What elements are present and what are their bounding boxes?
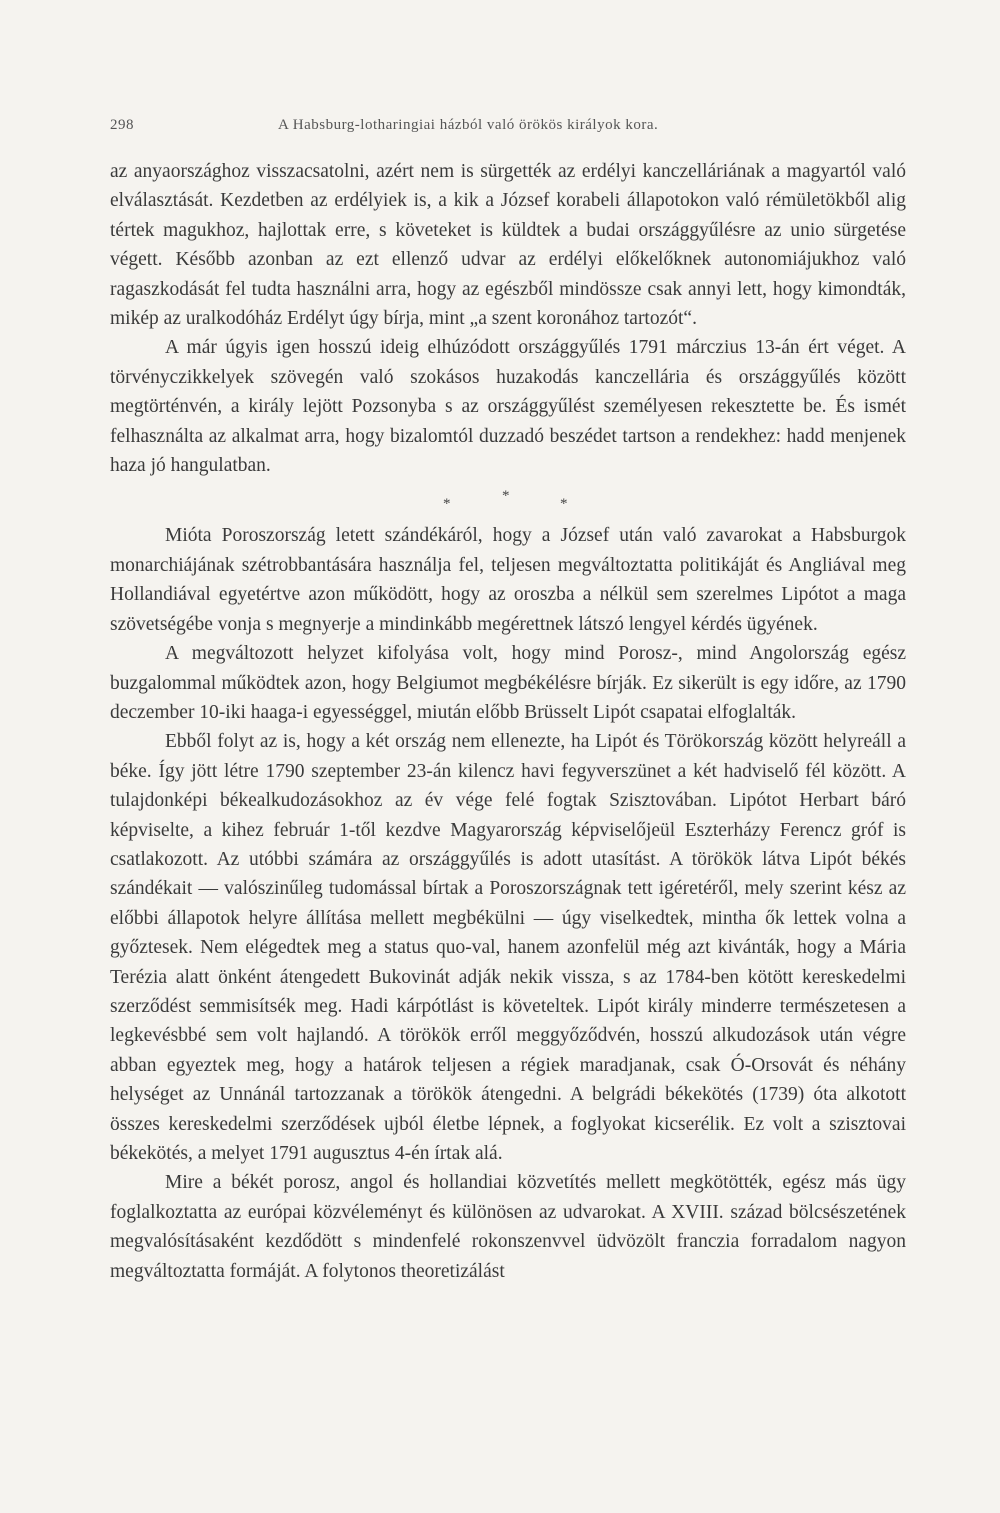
running-title: A Habsburg-lotharingiai házból való örökös királyok kora.: [278, 117, 659, 133]
asterisk-ornament: *: [502, 488, 510, 505]
page-header: [110, 117, 905, 139]
paragraph: A megváltozott helyzet kifolyása volt, hogy mind Porosz-, mind Angolország egész buzgalommal működtek azon, hogy Belgiumot megbékélésre bírják. Ez sikerült is egy időre, az 1790 deczember 10-iki haaga-i egyességgel, miután előbb Brüsselt Lipót csapatai elfoglalták.: [110, 643, 906, 723]
asterisk-ornament: *: [443, 496, 451, 513]
paragraph: Ebből folyt az is, hogy a két ország nem ellenezte, ha Lipót és Törökország között helyreáll a béke. Így jött létre 1790 szeptember 23-án kilencz havi fegyverszünet a két hadviselő fél között. A tulajdonképi békealkudozásokhoz az év vége felé fogtak Szisztovában. Lipótot Herbart báró képviselte, a kihez február 1-től kezdve Magyarország képviselőjeül Eszterházy Ferencz gróf is csatlakozott. Az utóbbi számára az országgyűlés is adott utasítást. A törökök látva Lipót békés szándékait — valószinűleg tudomással bírtak a Poroszországnak tett igéretéről, mely szerint kész az előbbi állapotok helyre állítása mellett megbékülni — úgy viselkedtek, mintha ők lettek volna a győztesek. Nem elégedtek meg a status quo-val, hanem azonfelül még azt kivánták, hogy a Mária Terézia alatt önként átengedett Bukovinát adják nekik vissza, s az 1784-ben kötött kereskedelmi szerződést semmisítsék meg. Hadi kárpótlást is követeltek. Lipót király minderre természetesen a legkevésbbé sem volt hajlandó. A törökök erről meggyőződvén, hosszú alkudozások után végre abban egyeztek meg, hogy a határok teljesen a régiek maradjanak, csak Ó-Orsovát és néhány helységet az Unnánál tartozzanak a törökök átengedni. A belgrádi békekötés (1739) óta alkotott összes kereskedelmi szerződések ujból életbe lépnek, a foglyokat kicserélik. Ez volt a szisztovai békekötés, a melyet 1791 augusztus 4-én írtak alá.: [110, 731, 906, 1164]
section-separator: [110, 489, 906, 513]
asterisk-ornament: *: [560, 496, 568, 513]
paragraph-continued: az anyaországhoz visszacsatolni, azért nem is sürgették az erdélyi kanczelláriának a magyartól való elválasztását. Kezdetben az erdélyiek is, a kik a József korabeli állapotokon való rémületökből alig tértek magukhoz, hajlottak erre, s követeket is küldtek a budai országgyűlésre az unio sürgetése végett. Később azonban az ezt ellenző udvar az erdélyi előkelőknek autonomiájukhoz való ragaszkodását fel tudta használni arra, hogy az egészből mindössze csak annyi lett, hogy kimondták, mikép az uralkodóház Erdélyt úgy bírja, mint „a szent koronához tartozót“.: [110, 161, 906, 330]
paragraph: Mire a békét porosz, angol és hollandiai közvetítés mellett megkötötték, egész más ügy foglalkoztatta az európai közvéleményt és különösen az udvarokat. A XVIII. század bölcsészetének megvalósításaként kezdődött s mindenfelé rokonszenvvel üdvözölt franczia forradalom nagyon megváltoztatta formáját. A folytonos theoretizálást: [110, 1172, 906, 1282]
paragraph: A már úgyis igen hosszú ideig elhúzódott országgyűlés 1791 márczius 13-án ért véget. A törvényczikkelyek szövegén való szokásos huzakodás kanczellária és országgyűlés között megtörténvén, a király lejött Pozsonyba s az országgyűlést személyesen rekesztette be. És ismét felhasználta az alkalmat arra, hogy bizalomtól duzzadó beszédet tartson a rendekhez: hadd menjenek haza jó hangulatban.: [110, 337, 906, 477]
paragraph: Mióta Poroszország letett szándékáról, hogy a József után való zavarokat a Habsburgok monarchiájának szétrobbantására használja fel, teljesen megváltoztatta politikáját és Angliával meg Hollandiával egyetértve azon működött, hogy az oroszba a nélkül sem szerelmes Lipótot a maga szövetségébe vonja s megnyerje a mindinkább megérettnek látszó lengyel kérdés ügyének.: [110, 525, 906, 635]
page-number: 298: [110, 117, 134, 133]
page-body: [110, 157, 906, 1286]
